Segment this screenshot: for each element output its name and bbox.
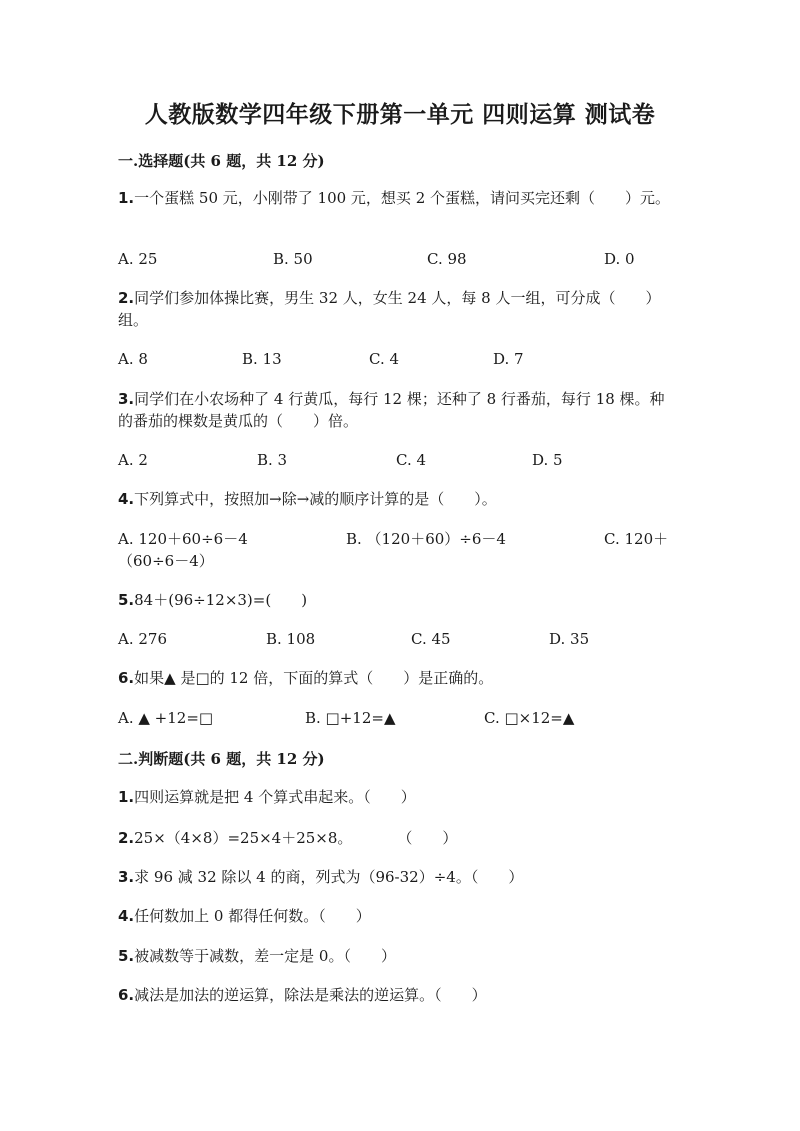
- option-a[interactable]: A. 2: [118, 451, 148, 469]
- choice-question-1: [118, 187, 678, 209]
- judge-question-6: [118, 984, 678, 1006]
- option-b[interactable]: B. 13: [242, 350, 282, 368]
- question-text: 任何数加上 0 都得任何数。（ ）: [134, 907, 371, 925]
- question-number: 4.: [118, 907, 135, 925]
- option-b[interactable]: B. 3: [257, 451, 288, 469]
- question-text: 25×（4×8）=25×4＋25×8。 （ ）: [134, 829, 458, 847]
- question-number: 3.: [118, 390, 135, 408]
- question-text: 被减数等于减数，差一定是 0。（ ）: [134, 947, 396, 965]
- choice-question-5: [118, 589, 678, 611]
- question-text: 减法是加法的逆运算，除法是乘法的逆运算。（ ）: [134, 986, 487, 1004]
- option-c[interactable]: C. □×12=▲: [484, 709, 575, 727]
- question-number: 6.: [118, 669, 135, 687]
- question-number: 1.: [118, 788, 135, 806]
- option-c[interactable]: C. 4: [396, 451, 427, 469]
- option-a[interactable]: A. ▲ +12=□: [118, 709, 214, 727]
- question-text: 同学们在小农场种了 4 行黄瓜，每行 12 棵；还种了 8 行番茄，每行 18 棵。种的番茄的棵数是黄瓜的（ ）倍。: [118, 390, 665, 430]
- question-number: 1.: [118, 189, 135, 207]
- option-b[interactable]: B. 108: [266, 630, 316, 648]
- question-number: 2.: [118, 289, 135, 307]
- option-b[interactable]: B. 50: [273, 250, 313, 268]
- option-c[interactable]: C. 4: [369, 350, 400, 368]
- option-c[interactable]: C. 98: [427, 250, 467, 268]
- question-text: 如果▲ 是□的 12 倍，下面的算式（ ）是正确的。: [134, 669, 494, 687]
- question-number: 3.: [118, 868, 135, 886]
- question-text: 同学们参加体操比赛，男生 32 人，女生 24 人，每 8 人一组，可分成（ ）组。: [118, 289, 661, 329]
- judge-question-5: [118, 945, 678, 967]
- option-d[interactable]: D. 35: [549, 630, 590, 648]
- judge-question-4: [118, 905, 678, 927]
- section-heading-true-false: 二.判断题(共 6 题，共 12 分): [118, 750, 325, 768]
- question-text: 四则运算就是把 4 个算式串起来。（ ）: [134, 788, 416, 806]
- question-text: 一个蛋糕 50 元，小刚带了 100 元，想买 2 个蛋糕，请问买完还剩（ ）元。: [134, 189, 671, 207]
- judge-question-3: [118, 866, 678, 888]
- choice-question-4: [118, 488, 678, 510]
- option-a[interactable]: A. 276: [118, 630, 167, 648]
- option-a[interactable]: A. 25: [118, 250, 158, 268]
- question-number: 5.: [118, 591, 135, 609]
- option-a[interactable]: A. 120＋60÷6－4: [118, 530, 248, 548]
- option-c[interactable]: C. 120＋: [604, 530, 669, 548]
- page-title: 人教版数学四年级下册第一单元 四则运算 测试卷: [144, 101, 656, 128]
- option-c-continued[interactable]: （60÷6－4）: [118, 552, 214, 570]
- option-a[interactable]: A. 8: [118, 350, 148, 368]
- question-text: 84＋(96÷12×3)=( ): [134, 591, 308, 609]
- option-b[interactable]: B. □+12=▲: [305, 709, 396, 727]
- option-b[interactable]: B. （120＋60）÷6－4: [346, 530, 506, 548]
- option-d[interactable]: D. 0: [604, 250, 635, 268]
- question-number: 5.: [118, 947, 135, 965]
- question-text: 下列算式中，按照加→除→减的顺序计算的是（ ）。: [134, 490, 497, 508]
- judge-question-1: [118, 786, 678, 808]
- option-d[interactable]: D. 5: [532, 451, 563, 469]
- choice-question-3: [118, 388, 678, 432]
- section-heading-choice: 一.选择题(共 6 题，共 12 分): [118, 152, 325, 170]
- choice-question-6: [118, 667, 678, 689]
- judge-question-2: [118, 827, 678, 849]
- choice-question-2: [118, 287, 678, 331]
- question-number: 6.: [118, 986, 135, 1004]
- option-c[interactable]: C. 45: [411, 630, 451, 648]
- question-number: 2.: [118, 829, 135, 847]
- option-d[interactable]: D. 7: [493, 350, 524, 368]
- question-number: 4.: [118, 490, 135, 508]
- question-text: 求 96 减 32 除以 4 的商，列式为（96-32）÷4。（ ）: [134, 868, 524, 886]
